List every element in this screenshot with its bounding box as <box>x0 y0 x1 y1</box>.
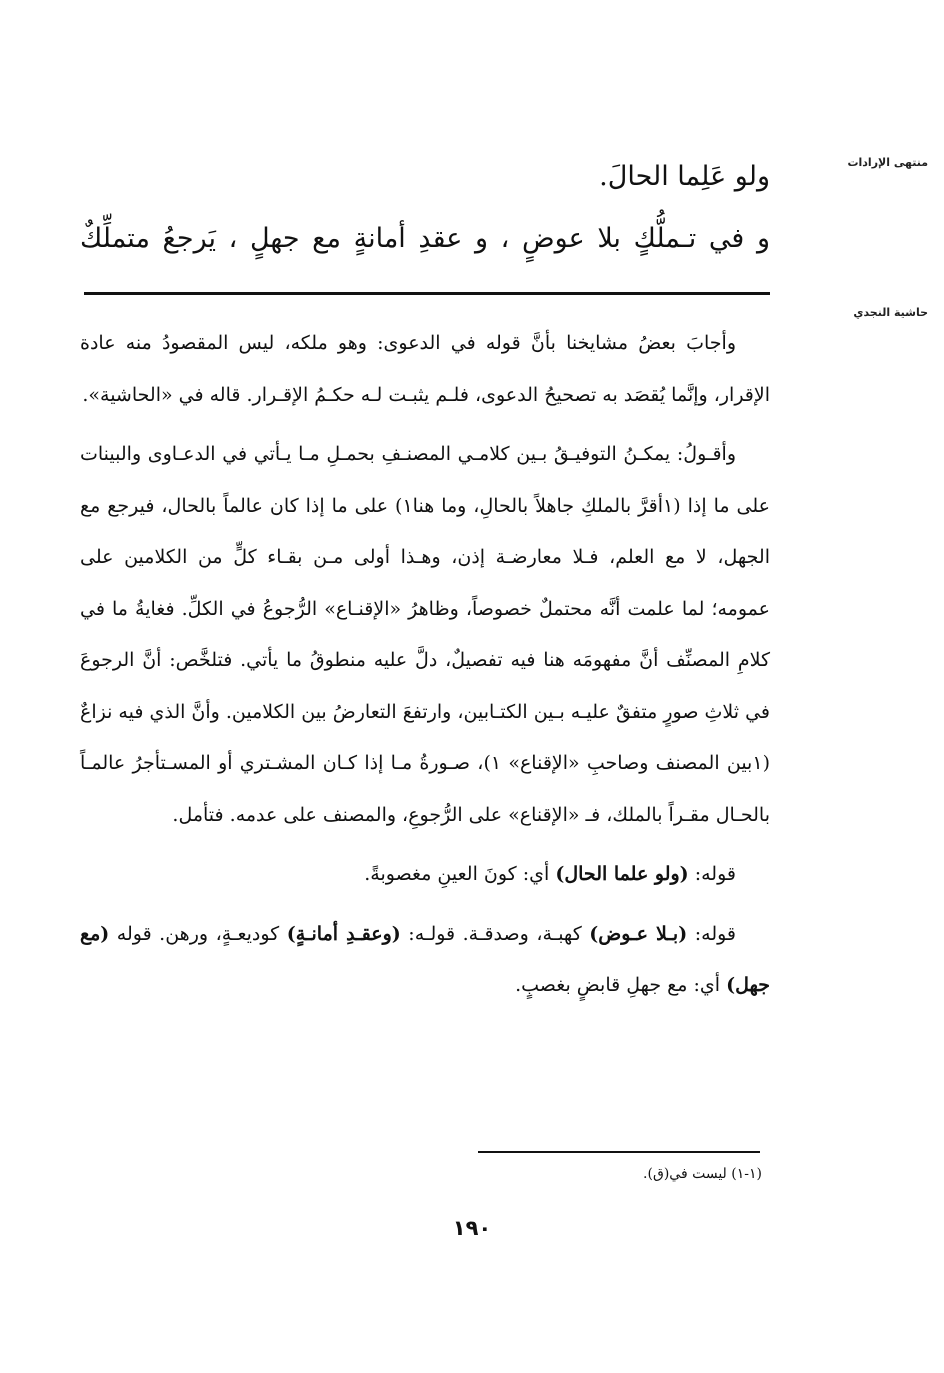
commentary-paragraph-4 <box>80 909 770 1012</box>
p3-prefix: قوله: <box>688 863 736 885</box>
margin-label-hashiya: حاشية النجدي <box>853 306 928 319</box>
p4-quoted-phrase-2: (وعقـدِ أمانـةٍ) <box>286 922 401 945</box>
main-text <box>80 146 770 270</box>
main-text-divider <box>84 292 770 295</box>
commentary <box>80 318 770 1012</box>
page-number: ١٩٠ <box>452 1216 492 1240</box>
footnote-divider <box>478 1151 760 1153</box>
p4-text-1: كهبـة، وصدقـة. قولـه: <box>400 922 590 945</box>
commentary-paragraph-1: وأجابَ بعضُ مشايخنا بأنَّ قوله في الدعوى: وهو ملكه، ليس المقصودُ منه عادة الإقرار، وإنَّما يُقصَد به تصحيحُ الدعوى، فلـم يثبـت لـه حكـمُ الإقـرار. قاله في «الحاشية». <box>80 332 770 406</box>
commentary-paragraph-2: وأقـولُ: يمكـنُ التوفيـقُ بـين كلامـي المصنـفِ بحمـلِ مـا يـأتي في الدعـاوى والبينات على ما إذا (١أقرَّ بالملكِ جاهلاً بالحالِ، وما هنا١) على ما إذا كان عالماً بالحال، فيرجع مع الجهل، لا مع العلم، فـلا معارضـة إذن، وهـذا أولى مـن بقـاء كلٍّ من الكلامين على عمومه؛ لما علمت أنَّه محتملٌ خصوصاً، وظاهرُ «الإقنـاع» الرُّجوعُ في الكلِّ. فغايةُ ما في كلامِ المصنِّف أنَّ مفهومَه هنا فيه تفصيلٌ، دلَّ عليه منطوقُ ما يأتي. فتلخَّص: أنَّ الرجوعَ في ثلاثِ صورٍ متفقٌ عليـه بـين الكتـابين، وارتفعَ التعارضُ بين الكلامين. وأنَّ الذي فيه نزاعٌ (١بين المصنف وصاحبِ «الإقناع» ١)، صـورةُ مـا إذا كـان المشـتري أو المسـتأجرُ عالمـاً بالحـال مقـراً بالملك، فـ «الإقناع» على الرُّجوعِ، والمصنف على عدمه. فتأمل. <box>80 443 770 826</box>
footnote: (١-١) ليست في(ق). <box>643 1166 762 1182</box>
main-text-line-1: ولو عَلِما الحالَ. <box>599 161 770 192</box>
p4-text-3: أي: مع جهلِ قابضٍ بغصبٍ. <box>515 974 727 996</box>
margin-label-matn: منتهى الإرادات <box>847 156 928 169</box>
p4-quoted-phrase-3: (مع جهل) <box>80 922 770 996</box>
p3-explanation: أي: كونَ العينِ مغصوبةً. <box>364 863 556 885</box>
p4-text-2: كوديعـةٍ، ورهن. قوله <box>109 922 287 945</box>
main-text-line-2: و في تـملُّكٍ بلا عوضٍ ، و عقدِ أمانةٍ مع جهلٍ ، يَرجعُ متملِّكٌ <box>80 223 770 254</box>
p4-prefix: قوله: <box>687 922 737 945</box>
p4-quoted-phrase-1: (بـلا عـوض) <box>589 922 688 945</box>
commentary-paragraph-3 <box>80 849 770 901</box>
p3-quoted-phrase: (ولو علما الحال) <box>555 863 689 885</box>
